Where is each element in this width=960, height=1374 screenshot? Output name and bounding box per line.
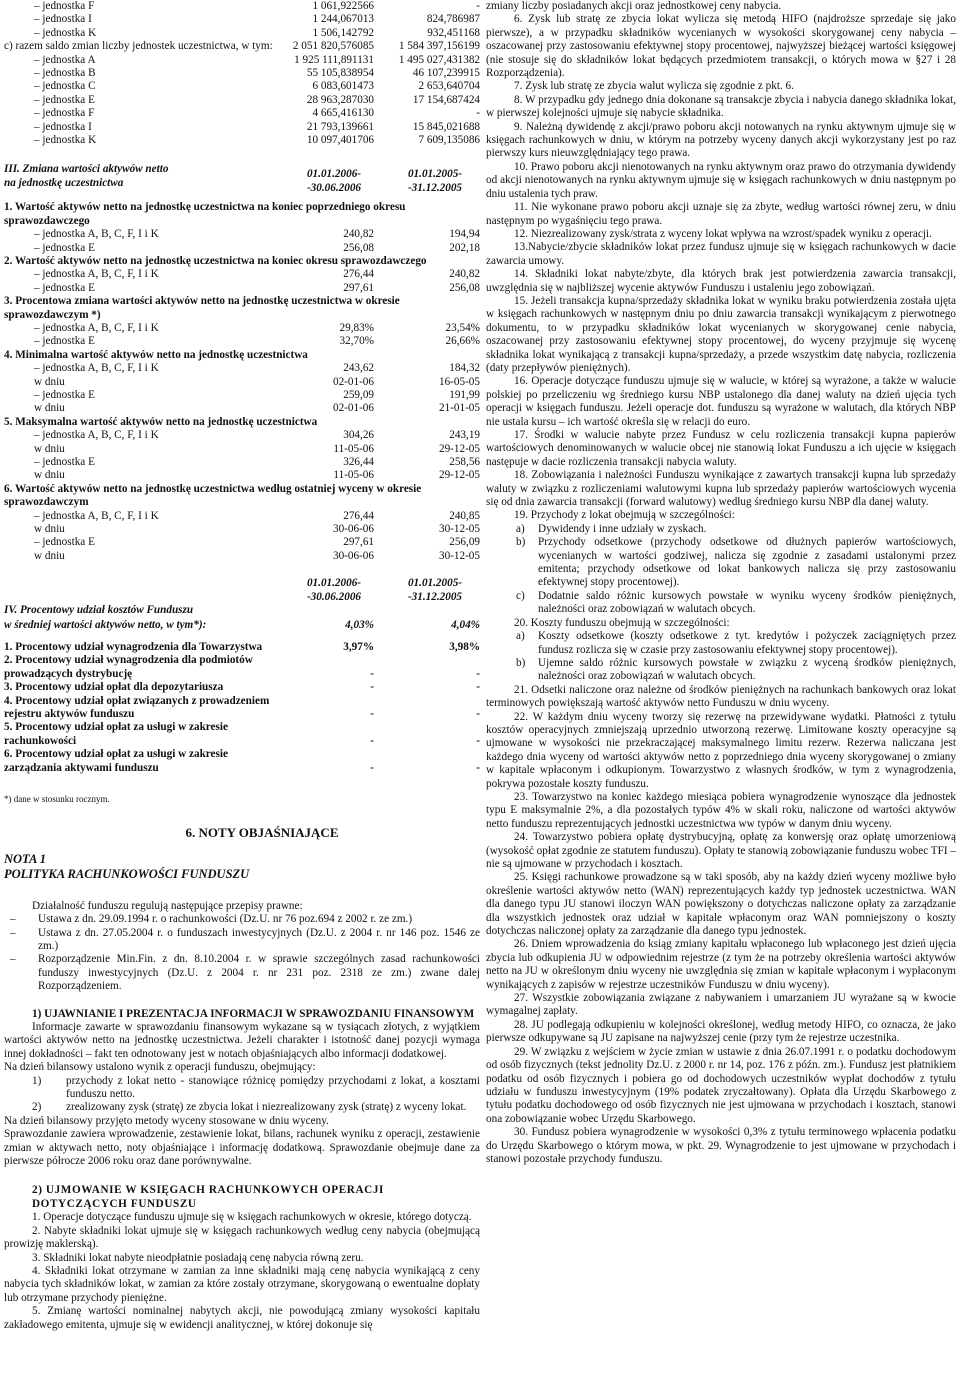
row-label: – jednostka E — [34, 536, 95, 549]
result-item — [4, 1101, 480, 1114]
value-2006: 2 051 820,576085 — [292, 40, 374, 53]
result-text: przychody z lokat netto - stanowiące różnicę pomiędzy przychodami z lokat, a kosztami funduszu netto. — [66, 1074, 480, 1101]
sub-letter: b) — [516, 656, 526, 669]
sub-item — [486, 523, 956, 536]
value-2006: - — [370, 761, 374, 774]
policy-item: 9. Należną dywidendę z akcji/prawo poboru akcji notowanych na rynku aktywnym ujmuje się w księgach rachunkowych w dniu, w którym na potrzeby wyceny danych akcji wykorzystany jest po raz pierwszy kurs nieuwzględniający tego prawa. — [486, 120, 956, 160]
section-3-header — [4, 163, 480, 195]
unit-change-table — [4, 0, 480, 147]
policy-item: 28. JU podlegają odkupieniu w kolejności określonej, według metody HIFO, co oznacza, że jako pierwsze odkupywane są JU zapisane na najwyższej cenie (przy tym że rejestrze uczestnika. — [486, 1018, 956, 1045]
group-heading: 2. Wartość aktywów netto na jednostkę uczestnictwa na koniec okresu sprawozdawczego — [4, 254, 427, 267]
table-row — [4, 536, 480, 549]
value-2005: 256,09 — [449, 536, 480, 549]
nota-1-label: NOTA 1 — [4, 851, 47, 866]
row-label: – jednostka I — [34, 13, 92, 26]
policy-item: 26. Dniem wprowadzenia do ksiąg zmiany kapitału wpłaconego lub wpłaconego jest dzień ujęcia zbycia lub odkupienia JU w odpowiednim rejestrze (z tym że na potrzeby określenia wartości aktywów netto na JU w określonym dniu wyceny nie uwzględnia się zmian w kapitale wpłaconym i wypłaconym wynikających z zapisów w rejestrze uczestników Funduszu w dniu wyceny). — [486, 938, 956, 991]
sub-item — [486, 630, 956, 657]
value-2006: 02-01-06 — [332, 375, 374, 388]
row-label: – jednostka A, B, C, F, I i K — [34, 268, 159, 281]
row-label: w dniu — [34, 549, 65, 562]
disclosure-paragraph: Informacje zawarte w sprawozdaniu finansowym wykazane są w tysiącach złotych, z wyjątkiem wartości aktywów netto na jednostkę uczestnictwa. Jeżeli charakter i istotność danej pozycji wymaga innej dokładności – fakt ten odnotowany jest w notach objaśniających albo informacji dodatkowej. — [4, 1021, 480, 1060]
sub-item — [486, 536, 956, 590]
disclosure-contents: Sprawozdanie zawiera wprowadzenie, zestawienie lokat, bilans, rachunek wyniku z operacji, zestawienie zmian w aktywach netto, noty objaśniające i informację dodatkową. Sprawozdanie obejmuje dane za pierwsze półrocze 2006 roku oraz dane porównywalne. — [4, 1128, 480, 1168]
col-2006-a: 01.01.2006- — [306, 168, 362, 181]
policy-item: 24. Towarzystwo pobiera opłatę dystrybucyjną, opłatę za konwersję oraz opłatę umorzeniową (wysokość opłat zgodnie ze statutem funduszu). Opłaty te stanowią zobowiązanie funduszu wobec TFI – nie są ujmowane w przychodach i kosztach. — [486, 831, 956, 870]
row-label: – jednostka E — [34, 335, 95, 348]
value-2005: 184,32 — [449, 362, 480, 375]
row-label: – jednostka C — [34, 80, 96, 93]
legal-intro: Działalność funduszu regulują następujące przepisy prawne: — [32, 899, 303, 912]
value-2006: - — [370, 667, 374, 680]
row-label: – jednostka B — [34, 67, 96, 80]
value-2005: 2 653,640704 — [418, 80, 480, 93]
group-heading: 5. Maksymalna wartość aktywów netto na jednostkę uczestnictwa — [4, 415, 318, 428]
legal-text: Ustawa z dn. 27.05.2004 r. o funduszach inwestycyjnych (Dz.U. z 2004 r. nr 146 poz. 1546 ze zm.) — [38, 926, 480, 952]
policy-item: 15. Jeżeli transakcja kupna/sprzedaży składnika lokat w wyniku braku potwierdzenia została ujęta w księgach rachunkowych w następnym dniu po dniu zawarcia transakcji wynikającym z pierwotnego dokumentu, to w przypadku składników lokat wycenianych w skorygowanej cenie nabycia, oszacowanej przy zastosowaniu efektywnej stopy procentowej, do wyceny przyjmuje się wycenę składnika lokat wynikającą z transakcji kupna/sprzedaży, a przede wszystkim datę nabycia, rozliczenia (daty przepływów pieniężnych). — [486, 294, 956, 374]
notes-title: 6. NOTY OBJAŚNIAJĄCE — [185, 825, 339, 841]
value-2006: 28 963,287030 — [306, 93, 374, 106]
disclosure-valuation: Na dzień bilansowy przyjęto metody wyceny stosowane w dniu wyceny. — [4, 1114, 329, 1127]
table-row — [4, 13, 480, 26]
result-text: zrealizowany zysk (stratę) ze zbycia lokat i niezrealizowany zysk (stratę) z wyceny lokat. — [66, 1101, 467, 1114]
sub-text: Ujemne saldo różnic kursowych powstałe w związku z wyceną środków pieniężnych, należności oraz zobowiązań w walutach obcych. — [538, 656, 956, 683]
value-2005: - — [476, 707, 480, 720]
right-column — [486, 0, 956, 1166]
sub-letter: b) — [516, 536, 526, 549]
table-row — [4, 268, 480, 281]
table-row — [4, 134, 480, 147]
row-label: – jednostka K — [34, 26, 97, 39]
table-row — [4, 121, 480, 134]
table-row — [4, 107, 480, 120]
s4-col-2005-a: 01.01.2005- — [407, 577, 463, 590]
value-2006: - — [370, 734, 374, 747]
row-label: w dniu — [34, 402, 65, 415]
value-2006: 30-06-06 — [332, 549, 374, 562]
policy-item: 30. Fundusz pobiera wynagrodzenie w wysokości 0,3% z tytułu terminowego wpłacenia podatku do Urzędu Skarbowego o którym mowa, w pkt. 29. Wynagrodzenie to jest ujmowane w przychodach i stanowi pozostałe przychody funduszu. — [486, 1126, 956, 1165]
policy-item: 23. Towarzystwo na koniec każdego miesiąca pobiera wynagrodzenie wynoszące dla jednostek typu E maksymalnie 2%, a dla pozostałych typów 4% w skali roku, naliczone od wartości aktywów netto funduszu reprezentujących jednostki uczestnictwa ww typów w danym dniu wyceny. — [486, 790, 956, 830]
group-heading: 3. Procentowa zmiana wartości aktywów netto na jednostkę uczestnictwa w okresie sprawozdawczym *) — [4, 295, 400, 321]
value-2006: 297,61 — [343, 281, 374, 294]
recording-item: 2. Nabyte składniki lokat ujmuje się w księgach rachunkowych według ceny nabycia (obejmującą prowizję maklerską). — [4, 1224, 480, 1251]
col-2005-b: -31.12.2005 — [407, 181, 463, 194]
section-4-cols — [4, 577, 480, 604]
sub-letter: a) — [516, 630, 525, 643]
row-label: c) razem saldo zmian liczby jednostek uczestnictwa, w tym: — [4, 40, 273, 53]
table-row — [4, 695, 480, 722]
value-2005: 16-05-05 — [438, 375, 480, 388]
policy-item-20: 20. Koszty funduszu obejmują w szczególności: — [514, 616, 730, 629]
value-2006: 240,82 — [343, 228, 374, 241]
value-2006: 3,97% — [343, 640, 374, 653]
table-row — [4, 228, 480, 241]
row-label: w dniu — [34, 375, 65, 388]
value-2006: 02-01-06 — [332, 402, 374, 415]
value-2005: 191,99 — [449, 388, 480, 401]
policy-item: 21. Odsetki naliczone oraz należne od środków pieniężnych na rachunkach bankowych oraz lokat terminowych powiększają wartość aktywów netto Funduszu w dniu wyceny. — [486, 683, 956, 710]
legal-dash: – — [10, 953, 16, 966]
table-row — [4, 389, 480, 402]
value-2006: 30-06-06 — [332, 523, 374, 536]
sub-text: Koszty odsetkowe (koszty odsetkowe z tyt. kredytów i pożyczek zaciągniętych przez fundusz rozlicza się w czasie przy zastosowaniu efektywnej stopy procentowej). — [538, 630, 956, 656]
value-2006: 243,62 — [343, 362, 374, 375]
value-2006: 276,44 — [343, 509, 374, 522]
policy-item: 6. Zysk lub stratę ze zbycia lokat wylicza się metodą HIFO (najdroższe sprzedaje się jako pierwsze), a w przypadku składników wycenianych w wysokości skorygowanej ceny nabycia – oszacowanej przy zastosowaniu efektywnej stopy procentowej, najwyższej bieżącej wartości księgowej (nie stosuje się do składników lokat będących przedmiotem transakcji, o których mowa w §27 i 28 Rozporządzenia). — [486, 13, 956, 80]
sub-letter: a) — [516, 522, 525, 535]
value-2005: 15 845,021688 — [412, 120, 480, 133]
value-2006: 11-05-06 — [333, 469, 374, 482]
row-label: 5. Procentowy udział opłat za usługi w zakresie rachunkowości — [4, 721, 228, 747]
legal-dash: – — [10, 926, 16, 939]
group-heading: 4. Minimalna wartość aktywów netto na jednostkę uczestnictwa — [4, 348, 308, 361]
col-2006-b: -30.06.2006 — [306, 181, 362, 194]
value-2005: - — [476, 734, 480, 747]
value-2006: 276,44 — [343, 268, 374, 281]
disclosure-result-list — [4, 1075, 480, 1115]
value-2005: 29-12-05 — [438, 469, 480, 482]
recording-item: 5. Zmianę wartości nominalnej nabytych akcji, nie powodującą zmiany wysokości kapitału zakładowego emitenta, ujmuje się w ewidencji analitycznej, w której dokonuje się — [4, 1305, 480, 1331]
policy-item: 13.Nabycie/zbycie składników lokat przez fundusz ujmuje się w księgach rachunkowych w dacie zawarcia umowy. — [486, 241, 956, 267]
sub-letter: c) — [516, 589, 525, 602]
s4-col-2005-b: -31.12.2005 — [407, 590, 463, 603]
section-4-total-row — [4, 619, 480, 632]
policy-item: 29. W związku z wejściem w życie zmian w ustawie z dnia 26.07.1991 r. o podatku dochodowym od osób fizycznych (tekst jednolity Dz.U. z 2000 r. nr 14, poz. 176 z późn. zm.). Fundusz jest płatnikiem podatku od osób fizycznych i pobiera go od dochodowych uczestników wypłat dochodów z tytułu udziału w funduszu inwestycyjnym (19% podatek zryczałtowany). Opłata dla Urzędu Skarbowego z tytułu podatku dochodowego od osób fizycznych nie jest ujmowana w przychodach i kosztach, stanowi ona zobowiązanie wobec Urzędu Skarbowego. — [486, 1045, 956, 1125]
group-heading: 6. Wartość aktywów netto na jednostkę uczestnictwa według ostatniej wyceny w okresie sprawozdawczym — [4, 482, 422, 509]
legal-text: Ustawa z dn. 29.09.1994 r. o rachunkowości (Dz.U. nr 76 poz.694 z 2002 r. ze zm.) — [38, 913, 413, 926]
legal-text: Rozporządzenie Min.Fin. z dn. 8.10.2004 r. w sprawie szczególnych zasad rachunkowości funduszy inwestycyjnych (Dz.U. z 2004 r. nr 231 poz. 2318 ze zm.) zwane dalej Rozporządzeniem. — [38, 953, 480, 993]
sub-item — [486, 590, 956, 617]
table-row — [4, 282, 480, 295]
nav-per-unit-table — [4, 201, 480, 563]
value-2006: 10 097,401706 — [306, 134, 374, 147]
value-2005: 23,54% — [445, 321, 480, 334]
row-label: – jednostka I — [34, 120, 92, 133]
table-row — [4, 443, 480, 456]
value-2005: - — [476, 0, 480, 12]
value-2006: 1 244,067013 — [312, 13, 374, 26]
table-row — [4, 748, 480, 775]
row-label: – jednostka A, B, C, F, I i K — [34, 228, 159, 241]
table-row — [4, 80, 480, 93]
legal-item — [4, 953, 480, 993]
value-2005: - — [476, 107, 480, 120]
value-2005: 30-12-05 — [438, 549, 480, 562]
heading-recording: 2) UJMOWANIE W KSIĘGACH RACHUNKOWYCH OPERACJI DOTYCZĄCYCH FUNDUSZU — [32, 1184, 384, 1210]
table-row — [4, 94, 480, 107]
row-label: – jednostka E — [34, 241, 95, 254]
value-2006: 1 506,142792 — [312, 26, 374, 39]
table-row — [4, 641, 480, 654]
value-2006: 29,83% — [339, 321, 374, 334]
sub-text: Dywidendy i inne udziały w zyskach. — [538, 522, 707, 535]
section-4-title-2: w średniej wartości aktywów netto, w tym*): — [4, 619, 207, 632]
row-label: – jednostka F — [34, 107, 95, 120]
section-4-total-2005: 4,04% — [451, 619, 480, 632]
policy-items-6-19 — [486, 13, 956, 522]
value-2006: 256,08 — [343, 241, 374, 254]
row-label: – jednostka E — [34, 281, 95, 294]
row-label: – jednostka K — [34, 134, 97, 147]
col-2005-a: 01.01.2005- — [407, 168, 463, 181]
table-row — [4, 0, 480, 13]
value-2005: - — [476, 761, 480, 774]
table-row — [4, 654, 480, 681]
value-2005: - — [476, 681, 480, 694]
value-2005: 3,98% — [449, 640, 480, 653]
table-row — [4, 429, 480, 442]
section-3-title-line2: na jednostkę uczestnictwa — [4, 176, 124, 189]
table-row — [4, 523, 480, 536]
section-4-title: IV. Procentowy udział kosztów Funduszu — [4, 604, 194, 617]
row-label: – jednostka A — [34, 53, 96, 66]
table-row — [4, 54, 480, 67]
value-2005: 256,08 — [449, 281, 480, 294]
value-2005: 46 107,239915 — [412, 67, 480, 80]
result-number: 2) — [32, 1101, 42, 1114]
value-2005: 932,451168 — [427, 26, 480, 39]
value-2006: 4 665,416130 — [312, 107, 374, 120]
row-label: 1. Procentowy udział wynagrodzenia dla Towarzystwa — [4, 640, 263, 653]
heading-disclosure: 1) UJAWNIANIE I PREZENTACJA INFORMACJI W SPRAWOZDANIU FINANSOWYM — [32, 1007, 475, 1020]
value-2005: 29-12-05 — [438, 442, 480, 455]
table-row — [4, 242, 480, 255]
table-row — [4, 721, 480, 748]
row-label: 3. Procentowy udział opłat dla depozytariusza — [4, 681, 224, 694]
row-label: w dniu — [34, 523, 65, 536]
row-label: – jednostka A, B, C, F, I i K — [34, 321, 159, 334]
value-2005: 26,66% — [445, 335, 480, 348]
value-2005: 240,82 — [449, 268, 480, 281]
table-row — [4, 456, 480, 469]
value-2006: 11-05-06 — [333, 442, 374, 455]
table-row — [4, 469, 480, 482]
policy-item: 8. W przypadku gdy jednego dnia dokonane są transakcje zbycia i nabycia danego składnika lokat, w pierwszej kolejności ujmuje się nabycie składnika. — [486, 93, 956, 120]
value-2006: 326,44 — [343, 456, 374, 468]
value-2006: 1 925 111,891131 — [294, 53, 374, 66]
policy-item: 22. W każdym dniu wyceny tworzy się rezerwę na przewidywane wydatki. Płatności z tytułu kosztów operacyjnych zmniejszają uprzednio utworzoną rezerwę. Limitowane koszty operacyjne są ujmowane w wysokości nie przekraczającej maksymalnego limitu rezerw. Rezerwa naliczana jest każdego dnia wyceny od wartości aktywów netto z poprzedniego dnia wyceny skorygowanej o zmiany w kapitale wpłaconym i odkupionym. Towarzystwo z własnych środków, w tym z wynagrodzenia, pokrywa pozostałe koszty funduszu. — [486, 710, 956, 790]
legal-dash: – — [10, 913, 16, 926]
value-2006: 297,61 — [343, 536, 374, 549]
value-2006: 6 083,601473 — [312, 80, 374, 93]
income-sublist — [486, 523, 956, 617]
legal-item — [4, 927, 480, 954]
table-row — [4, 376, 480, 389]
row-label: – jednostka A, B, C, F, I i K — [34, 362, 159, 375]
nota-1-title: POLITYKA RACHUNKOWOŚCI FUNDUSZU — [4, 866, 250, 881]
row-label: – jednostka F — [34, 0, 95, 12]
s4-col-2006-a: 01.01.2006- — [306, 577, 362, 590]
left-column — [4, 0, 480, 1332]
recording-list — [4, 1211, 480, 1332]
footnote: *) dane w stosunku rocznym. — [4, 793, 110, 804]
right-continuation: zmiany liczby posiadanych akcji oraz jednostkowej ceny nabycia. — [486, 0, 782, 12]
policy-item: 14. Składniki lokat nabyte/zbyte, dla których brak jest potwierdzenia zawarcia transakcji, uwzględnia się w najbliższej wycenie aktywów Funduszu i ustaleniu jego zobowiązań. — [486, 268, 956, 294]
value-2006: 32,70% — [339, 335, 374, 348]
value-2005: 1 495 027,431382 — [398, 53, 480, 66]
row-label: w dniu — [34, 469, 65, 482]
policy-items-21-30 — [486, 684, 956, 1167]
recording-item: 1. Operacje dotyczące funduszu ujmuje się w księgach rachunkowych w okresie, którego dotyczą. — [32, 1211, 472, 1224]
legal-item — [4, 913, 480, 926]
value-2005: 243,19 — [449, 429, 480, 442]
policy-item: 17. Środki w walucie nabyte przez Fundusz w celu rozliczenia transakcji kupna papierów wartościowych denominowanych w walucie obcej nie stanowią lokat Funduszu a ich ujęcie w księgach następuje w dacie rozliczenia transakcji nabycia waluty. — [486, 429, 956, 468]
cost-share-table — [4, 641, 480, 775]
value-2005: - — [476, 667, 480, 680]
group-heading: 1. Wartość aktywów netto na jednostkę uczestnictwa na koniec poprzedniego okresu sprawozdawczego — [4, 201, 406, 227]
value-2005: 824,786987 — [426, 13, 480, 26]
policy-item: 25. Księgi rachunkowe prowadzone są w taki sposób, aby na każdy dzień wyceny możliwe było określenie wartości aktywów netto (WAN) reprezentujących każdy typ jednostek uczestnictwa. WAN dla danego typu JU stanowi iloczyn WAN powiększony o dotychczas naliczone opłaty za zarządzanie dla wszystkich jednostek oraz udział w kapitale wpłaconym oraz WAN pomniejszony o koszty dotychczas naliczonej opłaty za zarządzanie dla danego typu jednostek. — [486, 871, 956, 938]
policy-item: 12. Niezrealizowany zysk/strata z wyceny lokat wpływa na wzrost/spadek wyniku z operacji. — [514, 227, 932, 240]
table-row — [4, 67, 480, 80]
value-2005: 258,56 — [449, 456, 480, 468]
s4-col-2006-b: -30.06.2006 — [306, 590, 362, 603]
table-row — [4, 40, 480, 53]
row-label: 2. Procentowy udział wynagrodzenia dla podmiotów prowadzących dystrybucję — [4, 654, 253, 680]
value-2005: 194,94 — [449, 228, 480, 241]
policy-item: 27. Wszystkie zobowiązania związane z nabywaniem i umarzaniem JU wyrażane są w kwocie wymagalnej zapłaty. — [486, 992, 956, 1018]
policy-item: 11. Nie wykonane prawo poboru akcji uznaje się za zbyte, według wartości równej zeru, w dniu następnym po wygaśnięciu tego prawa. — [486, 201, 956, 227]
value-2005: 240,85 — [449, 509, 480, 522]
value-2005: 17 154,687424 — [412, 93, 480, 106]
table-row — [4, 335, 480, 348]
table-row — [4, 322, 480, 335]
value-2005: 30-12-05 — [438, 523, 480, 536]
value-2006: 1 061,922566 — [312, 0, 374, 12]
result-number: 1) — [32, 1074, 42, 1087]
value-2005: 1 584 397,156199 — [398, 40, 480, 53]
value-2006: 21 793,139661 — [306, 120, 374, 133]
row-label: – jednostka E — [34, 456, 95, 468]
value-2005: 202,18 — [449, 241, 480, 254]
row-label: 4. Procentowy udział opłat związanych z prowadzeniem rejestru aktywów funduszu — [4, 694, 270, 720]
value-2005: 21-01-05 — [438, 402, 480, 415]
policy-item: 16. Operacje dotyczące funduszu ujmuje się w walucie, w której są wyrażone, a także w walucie polskiej po przeliczeniu wg średniego kursu NBP ustalonego dla danej waluty na dzień ujęcia tych operacji w księgach funduszu. Jeżeli operacje dot. funduszu są wyrażone w walutach, dla których NBP nie ustala kursu – ich wartość określa się w relacji do euro. — [486, 375, 956, 428]
value-2006: - — [370, 681, 374, 694]
legal-acts-list — [4, 913, 480, 993]
policy-item: 19. Przychody z lokat obejmują w szczególności: — [514, 509, 735, 522]
sub-item — [486, 657, 956, 684]
row-label: 6. Procentowy udział opłat za usługi w zakresie zarządzania aktywami funduszu — [4, 748, 228, 774]
value-2005: 7 609,135086 — [418, 134, 480, 147]
sub-text: Przychody odsetkowe (przychody odsetkowe od dłużnych papierów wartościowych, wycenianych w wartości godziwej, nalicza się zgodnie z zasadami ustalonymi przez emitenta; przychody odsetkowe od lokat bankowych nalicza się przy zastosowaniu efektywnej stopy procentowej). — [538, 536, 956, 589]
table-row — [4, 550, 480, 563]
sub-text: Dodatnie saldo różnic kursowych powstałe w wyniku wyceny środków pieniężnych, należności oraz zobowiązań w walutach obcych. — [538, 589, 956, 616]
result-item — [4, 1075, 480, 1102]
row-label: – jednostka A, B, C, F, I i K — [34, 429, 159, 442]
table-row — [4, 402, 480, 415]
value-2006: - — [370, 707, 374, 720]
costs-sublist — [486, 630, 956, 684]
table-row — [4, 362, 480, 375]
table-row — [4, 27, 480, 40]
value-2006: 259,09 — [343, 388, 374, 401]
section-4-total-2006: 4,03% — [345, 619, 374, 632]
policy-item: 10. Prawo poboru akcji nienotowanych na rynku aktywnym oraz prawo do otrzymania dywidendy od akcji nienotowanych na rynku aktywnym ujmuje się w księgach rachunkowych w dniu następnym po dniu ustalenia tych praw. — [486, 160, 956, 200]
policy-item: 7. Zysk lub stratę ze zbycia walut wylicza się zgodnie z pkt. 6. — [514, 80, 794, 93]
disclosure-result-intro: Na dzień bilansowy ustalono wynik z operacji funduszu, obejmujący: — [4, 1061, 316, 1074]
policy-item: 18. Zobowiązania i należności Funduszu wynikające z zawartych transakcji kupna lub sprzedaży waluty w związku z rozliczeniami walutowymi kupna lub sprzedaży papierów wartościowych wycenia się od dnia zawarcia transakcji (forward walutowy) według średniego kursu NBP dla danej waluty. — [486, 469, 956, 509]
table-row — [4, 681, 480, 694]
row-label: – jednostka A, B, C, F, I i K — [34, 509, 159, 522]
recording-item: 4. Składniki lokat otrzymane w zamian za inne składniki mają cenę nabycia wynikającą z ceny nabycia tych składników lokat, w zamian za które zostały otrzymane, skorygowaną o ewentualne dopłaty lub otrzymane przychody pieniężne. — [4, 1264, 480, 1304]
value-2006: 55 105,838954 — [306, 67, 374, 80]
table-row — [4, 510, 480, 523]
recording-item: 3. Składniki lokat nabyte nieodpłatnie posiadają cenę nabycia równą zeru. — [32, 1251, 364, 1264]
row-label: w dniu — [34, 442, 65, 455]
section-3-title-line1: III. Zmiana wartości aktywów netto — [4, 163, 169, 176]
row-label: – jednostka E — [34, 388, 95, 401]
value-2006: 304,26 — [343, 429, 374, 442]
row-label: – jednostka E — [34, 93, 95, 106]
